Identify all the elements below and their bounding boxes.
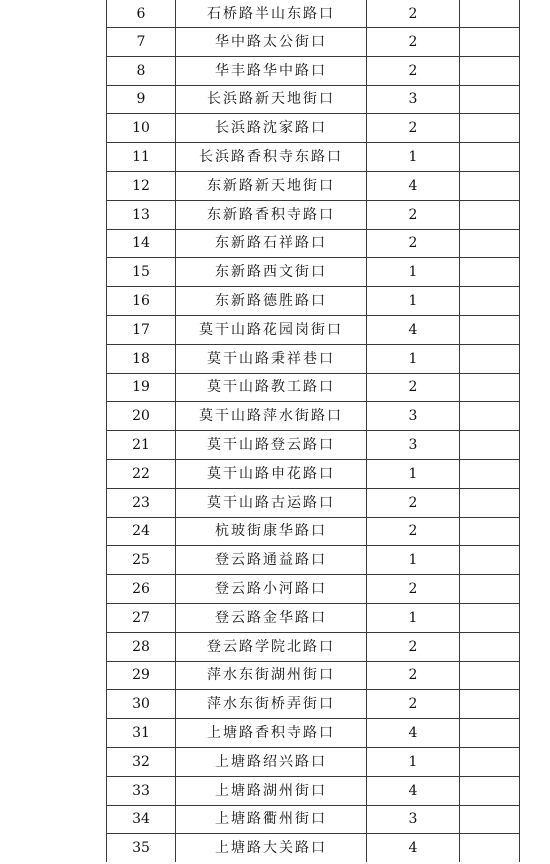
row-number-cell: 6 bbox=[107, 0, 176, 28]
count-cell: 1 bbox=[367, 143, 460, 172]
table-row bbox=[107, 517, 520, 546]
intersection-name-cell: 莫干山路古运路口 bbox=[176, 488, 367, 517]
note-cell bbox=[460, 114, 520, 143]
table-row bbox=[107, 546, 520, 575]
intersection-name-cell: 萍水东街湖州街口 bbox=[176, 661, 367, 690]
row-number-cell: 23 bbox=[107, 488, 176, 517]
row-number-cell: 22 bbox=[107, 459, 176, 488]
intersection-name-cell: 莫干山路秉祥巷口 bbox=[176, 344, 367, 373]
intersection-name-cell: 登云路学院北路口 bbox=[176, 632, 367, 661]
note-cell bbox=[460, 690, 520, 719]
count-cell: 4 bbox=[367, 315, 460, 344]
table-row bbox=[107, 56, 520, 85]
intersection-name-cell: 东新路新天地街口 bbox=[176, 171, 367, 200]
note-cell bbox=[460, 719, 520, 748]
count-cell: 2 bbox=[367, 0, 460, 28]
note-cell bbox=[460, 143, 520, 172]
intersection-name-cell: 东新路香积寺路口 bbox=[176, 200, 367, 229]
row-number-cell: 27 bbox=[107, 603, 176, 632]
row-number-cell: 34 bbox=[107, 805, 176, 834]
row-number-cell: 21 bbox=[107, 431, 176, 460]
table-row bbox=[107, 834, 520, 862]
note-cell bbox=[460, 373, 520, 402]
table-row bbox=[107, 0, 520, 28]
count-cell: 4 bbox=[367, 776, 460, 805]
note-cell bbox=[460, 315, 520, 344]
table-row bbox=[107, 373, 520, 402]
intersection-name-cell: 登云路通益路口 bbox=[176, 546, 367, 575]
intersection-name-cell: 东新路石祥路口 bbox=[176, 229, 367, 258]
count-cell: 3 bbox=[367, 402, 460, 431]
count-cell: 2 bbox=[367, 575, 460, 604]
note-cell bbox=[460, 805, 520, 834]
row-number-cell: 14 bbox=[107, 229, 176, 258]
intersection-name-cell: 莫干山路教工路口 bbox=[176, 373, 367, 402]
note-cell bbox=[460, 834, 520, 862]
intersection-name-cell: 石桥路半山东路口 bbox=[176, 0, 367, 28]
note-cell bbox=[460, 258, 520, 287]
count-cell: 2 bbox=[367, 517, 460, 546]
intersection-name-cell: 上塘路湖州街口 bbox=[176, 776, 367, 805]
row-number-cell: 35 bbox=[107, 834, 176, 862]
intersection-name-cell: 上塘路绍兴路口 bbox=[176, 747, 367, 776]
note-cell bbox=[460, 171, 520, 200]
intersection-name-cell: 华中路太公街口 bbox=[176, 28, 367, 57]
row-number-cell: 25 bbox=[107, 546, 176, 575]
intersection-name-cell: 上塘路香积寺路口 bbox=[176, 719, 367, 748]
intersection-name-cell: 杭玻街康华路口 bbox=[176, 517, 367, 546]
table-row bbox=[107, 229, 520, 258]
table-row bbox=[107, 143, 520, 172]
intersection-name-cell: 东新路德胜路口 bbox=[176, 287, 367, 316]
row-number-cell: 31 bbox=[107, 719, 176, 748]
count-cell: 2 bbox=[367, 200, 460, 229]
note-cell bbox=[460, 632, 520, 661]
row-number-cell: 33 bbox=[107, 776, 176, 805]
count-cell: 2 bbox=[367, 690, 460, 719]
note-cell bbox=[460, 287, 520, 316]
row-number-cell: 29 bbox=[107, 661, 176, 690]
row-number-cell: 7 bbox=[107, 28, 176, 57]
count-cell: 2 bbox=[367, 56, 460, 85]
intersection-table bbox=[106, 0, 520, 862]
note-cell bbox=[460, 0, 520, 28]
row-number-cell: 28 bbox=[107, 632, 176, 661]
count-cell: 4 bbox=[367, 834, 460, 862]
note-cell bbox=[460, 56, 520, 85]
count-cell: 3 bbox=[367, 431, 460, 460]
table-row bbox=[107, 719, 520, 748]
table-row bbox=[107, 171, 520, 200]
note-cell bbox=[460, 517, 520, 546]
row-number-cell: 11 bbox=[107, 143, 176, 172]
row-number-cell: 17 bbox=[107, 315, 176, 344]
row-number-cell: 9 bbox=[107, 85, 176, 114]
note-cell bbox=[460, 459, 520, 488]
note-cell bbox=[460, 229, 520, 258]
row-number-cell: 16 bbox=[107, 287, 176, 316]
count-cell: 2 bbox=[367, 488, 460, 517]
table-row bbox=[107, 114, 520, 143]
intersection-name-cell: 东新路西文街口 bbox=[176, 258, 367, 287]
table-row bbox=[107, 85, 520, 114]
intersection-name-cell: 长浜路香积寺东路口 bbox=[176, 143, 367, 172]
row-number-cell: 32 bbox=[107, 747, 176, 776]
note-cell bbox=[460, 776, 520, 805]
table-row bbox=[107, 488, 520, 517]
intersection-name-cell: 华丰路华中路口 bbox=[176, 56, 367, 85]
count-cell: 1 bbox=[367, 747, 460, 776]
count-cell: 3 bbox=[367, 805, 460, 834]
table-row bbox=[107, 402, 520, 431]
note-cell bbox=[460, 747, 520, 776]
table-row bbox=[107, 344, 520, 373]
count-cell: 3 bbox=[367, 85, 460, 114]
row-number-cell: 20 bbox=[107, 402, 176, 431]
intersection-name-cell: 长浜路沈家路口 bbox=[176, 114, 367, 143]
note-cell bbox=[460, 28, 520, 57]
count-cell: 2 bbox=[367, 632, 460, 661]
count-cell: 1 bbox=[367, 258, 460, 287]
count-cell: 1 bbox=[367, 287, 460, 316]
note-cell bbox=[460, 402, 520, 431]
row-number-cell: 10 bbox=[107, 114, 176, 143]
note-cell bbox=[460, 344, 520, 373]
table-row bbox=[107, 661, 520, 690]
row-number-cell: 24 bbox=[107, 517, 176, 546]
table-row bbox=[107, 747, 520, 776]
intersection-name-cell: 莫干山路登云路口 bbox=[176, 431, 367, 460]
count-cell: 2 bbox=[367, 373, 460, 402]
note-cell bbox=[460, 488, 520, 517]
row-number-cell: 30 bbox=[107, 690, 176, 719]
table-row bbox=[107, 28, 520, 57]
count-cell: 1 bbox=[367, 344, 460, 373]
note-cell bbox=[460, 200, 520, 229]
row-number-cell: 8 bbox=[107, 56, 176, 85]
table-row bbox=[107, 690, 520, 719]
table-row bbox=[107, 603, 520, 632]
intersection-name-cell: 登云路金华路口 bbox=[176, 603, 367, 632]
intersection-name-cell: 上塘路大关路口 bbox=[176, 834, 367, 862]
row-number-cell: 13 bbox=[107, 200, 176, 229]
intersection-name-cell: 长浜路新天地街口 bbox=[176, 85, 367, 114]
note-cell bbox=[460, 603, 520, 632]
intersection-name-cell: 莫干山路萍水街路口 bbox=[176, 402, 367, 431]
table-row bbox=[107, 459, 520, 488]
intersection-name-cell: 萍水东街桥弄街口 bbox=[176, 690, 367, 719]
table-row bbox=[107, 200, 520, 229]
table-row bbox=[107, 575, 520, 604]
count-cell: 2 bbox=[367, 661, 460, 690]
row-number-cell: 15 bbox=[107, 258, 176, 287]
row-number-cell: 19 bbox=[107, 373, 176, 402]
intersection-name-cell: 莫干山路花园岗街口 bbox=[176, 315, 367, 344]
note-cell bbox=[460, 431, 520, 460]
table-row bbox=[107, 287, 520, 316]
row-number-cell: 26 bbox=[107, 575, 176, 604]
count-cell: 4 bbox=[367, 171, 460, 200]
count-cell: 2 bbox=[367, 229, 460, 258]
table-row bbox=[107, 258, 520, 287]
note-cell bbox=[460, 546, 520, 575]
note-cell bbox=[460, 575, 520, 604]
table-row bbox=[107, 431, 520, 460]
table-row bbox=[107, 632, 520, 661]
table-row bbox=[107, 776, 520, 805]
note-cell bbox=[460, 661, 520, 690]
table-row bbox=[107, 805, 520, 834]
table-body bbox=[107, 0, 520, 862]
intersection-name-cell: 登云路小河路口 bbox=[176, 575, 367, 604]
note-cell bbox=[460, 85, 520, 114]
intersection-name-cell: 莫干山路申花路口 bbox=[176, 459, 367, 488]
count-cell: 2 bbox=[367, 114, 460, 143]
count-cell: 1 bbox=[367, 459, 460, 488]
intersection-name-cell: 上塘路衢州街口 bbox=[176, 805, 367, 834]
row-number-cell: 12 bbox=[107, 171, 176, 200]
row-number-cell: 18 bbox=[107, 344, 176, 373]
count-cell: 1 bbox=[367, 546, 460, 575]
table-row bbox=[107, 315, 520, 344]
count-cell: 4 bbox=[367, 719, 460, 748]
count-cell: 2 bbox=[367, 28, 460, 57]
count-cell: 1 bbox=[367, 603, 460, 632]
